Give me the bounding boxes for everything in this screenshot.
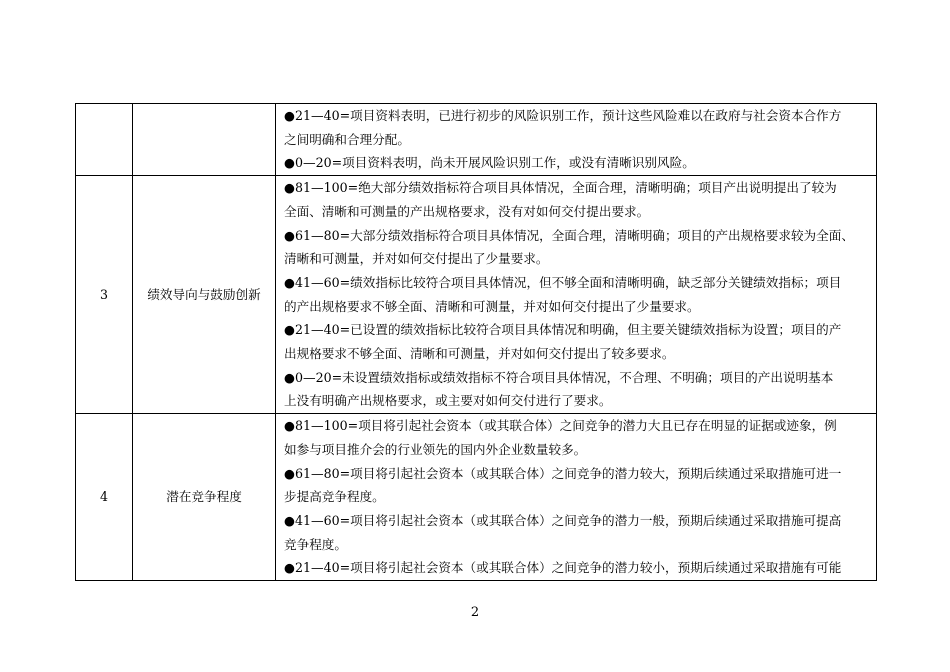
criteria-line: ●61—80=大部分绩效指标符合项目具体情况，全面合理，清晰明确；项目的产出规格要求较为全面、 [284,227,854,243]
criteria-line: 之间明确和合理分配。 [284,131,410,147]
criteria-line: 全面、清晰和可测量的产出规格要求，没有对如何交付提出要求。 [284,203,650,219]
indicator-name-cell: 潜在竞争程度 [133,414,276,581]
criteria-line: 竞争程度。 [284,536,347,552]
scoring-table-body [76,104,877,581]
row-number-cell: 4 [76,414,133,581]
criteria-line: 出规格要求不够全面、清晰和可测量，并对如何交付提出了较多要求。 [284,346,675,362]
indicator-name-cell [133,104,276,176]
criteria-line: ●81—100=绝大部分绩效指标符合项目具体情况，全面合理，清晰明确；项目产出说明提出了较为 [284,180,837,196]
criteria-line: ●81—100=项目将引起社会资本（或其联合体）之间竞争的潜力大且已存在明显的证据或迹象，例 [284,418,837,434]
criteria-line: 清晰和可测量，并对如何交付提出了少量要求。 [284,251,549,267]
criteria-line: 如参与项目推介会的行业领先的国内外企业数量较多。 [284,441,587,457]
criteria-line: 的产出规格要求不够全面、清晰和可测量，并对如何交付提出了少量要求。 [284,298,700,314]
scoring-criteria-cell [276,176,877,414]
criteria-line: 上没有明确产出规格要求，或主要对如何交付进行了要求。 [284,393,612,409]
scoring-table [75,103,877,581]
criteria-line: ●0—20=项目资料表明，尚未开展风险识别工作，或没有清晰识别风险。 [284,155,695,171]
page-number: 2 [470,605,480,620]
indicator-name-cell: 绩效导向与鼓励创新 [133,176,276,414]
criteria-line: ●61—80=项目将引起社会资本（或其联合体）之间竞争的潜力较大，预期后续通过采取措施可进一 [284,465,842,481]
criteria-line: ●41—60=项目将引起社会资本（或其联合体）之间竞争的潜力一般，预期后续通过采取措施可提高 [284,512,842,528]
table-row [76,414,877,581]
table-row [76,104,877,176]
criteria-line: ●21—40=项目资料表明，已进行初步的风险识别工作，预计这些风险难以在政府与社会资本合作方 [284,108,842,123]
scoring-criteria-cell [276,414,877,581]
table-row [76,176,877,414]
row-number-cell [76,104,133,176]
criteria-line: ●21—40=项目将引起社会资本（或其联合体）之间竞争的潜力较小，预期后续通过采取措施有可能 [284,560,842,576]
criteria-line: ●21—40=已设置的绩效指标比较符合项目具体情况和明确，但主要关键绩效指标为设置；项目的产 [284,322,842,338]
criteria-line: ●0—20=未设置绩效指标或绩效指标不符合项目具体情况，不合理、不明确；项目的产出说明基本 [284,369,834,385]
row-number-cell: 3 [76,176,133,414]
criteria-line: 步提高竞争程度。 [284,489,385,505]
criteria-line: ●41—60=绩效指标比较符合项目具体情况，但不够全面和清晰明确，缺乏部分关键绩效指标；项目 [284,274,842,290]
scoring-criteria-cell [276,104,877,176]
